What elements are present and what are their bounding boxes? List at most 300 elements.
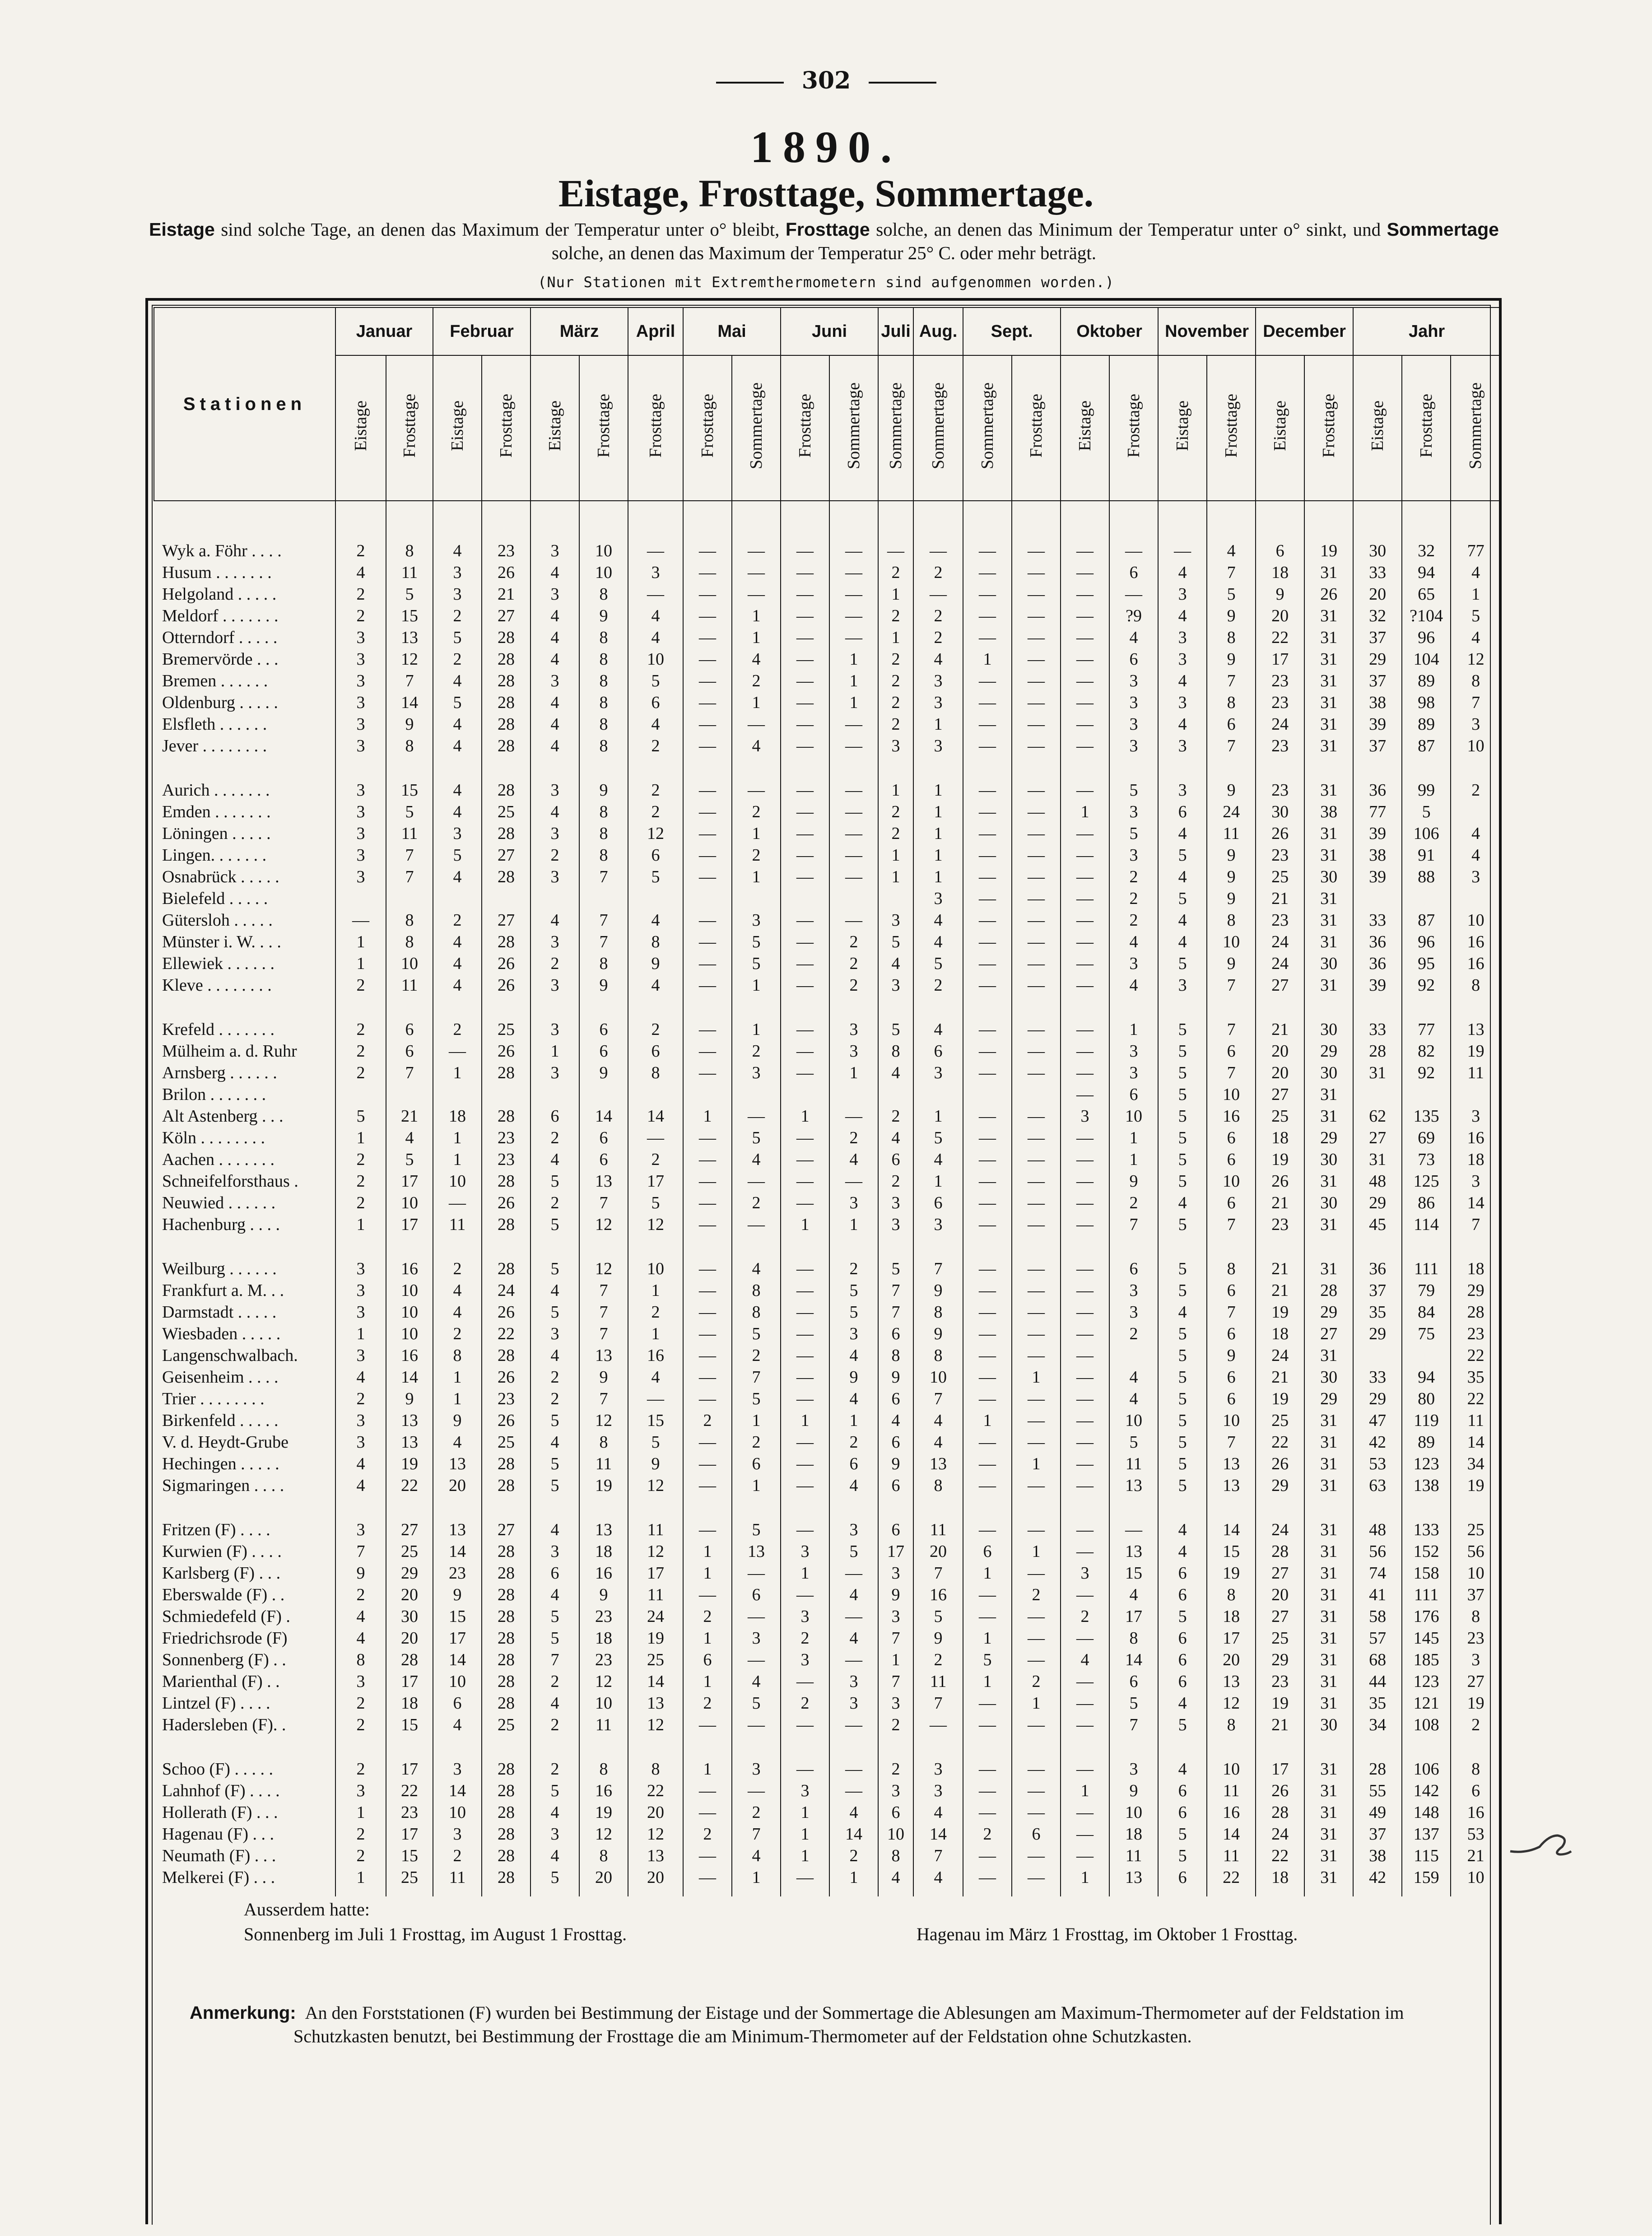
value-cell: 30 [1304, 1714, 1353, 1736]
value-cell [628, 888, 683, 909]
value-cell: — [963, 1692, 1012, 1714]
value-cell: 3 [531, 1541, 579, 1562]
value-cell: 21 [1256, 1258, 1304, 1280]
value-cell: 5 [732, 1323, 781, 1345]
value-cell: 19 [579, 1475, 628, 1496]
value-cell: 8 [1451, 974, 1500, 996]
value-cell: 3 [335, 866, 386, 888]
value-cell: 24 [1256, 1519, 1304, 1541]
value-cell: 38 [1353, 692, 1402, 713]
station-name: Osnabrück . . . . . [162, 867, 279, 886]
value-cell: 2 [531, 1127, 579, 1149]
value-cell: 3 [335, 692, 386, 713]
value-cell: 31 [1304, 1105, 1353, 1127]
value-cell: 2 [335, 974, 386, 996]
value-cell: — [1012, 1345, 1061, 1366]
station-name: Bielefeld . . . . . [162, 889, 268, 908]
value-cell: — [963, 1127, 1012, 1149]
value-cell: 18 [1256, 1867, 1304, 1888]
value-cell: 5 [386, 583, 433, 605]
value-cell: 3 [335, 670, 386, 692]
value-cell: 4 [1158, 1192, 1207, 1214]
value-cell: — [781, 670, 829, 692]
value-cell: 2 [433, 1845, 482, 1867]
month-header: Januar [335, 307, 433, 355]
value-cell: 5 [963, 1649, 1012, 1671]
value-cell: 94 [1402, 1366, 1451, 1388]
value-cell: 31 [1304, 1431, 1353, 1453]
value-cell: 91 [1402, 844, 1451, 866]
value-cell: — [1061, 1714, 1109, 1736]
value-cell: 31 [1304, 974, 1353, 996]
subcolumn-header [1061, 355, 1109, 501]
value-cell: — [1061, 1453, 1109, 1475]
value-cell: — [781, 1062, 829, 1084]
value-cell: 15 [433, 1606, 482, 1627]
value-cell: 4 [732, 648, 781, 670]
value-cell: 1 [732, 1410, 781, 1431]
value-cell: 27 [482, 844, 531, 866]
value-cell [732, 888, 781, 909]
value-cell: 3 [829, 1519, 878, 1541]
separator-cell [683, 757, 732, 779]
value-cell: 2 [335, 1714, 386, 1736]
value-cell: 12 [579, 1671, 628, 1692]
separator-cell [628, 501, 683, 540]
value-cell: 4 [335, 1366, 386, 1388]
value-cell: 4 [829, 1149, 878, 1170]
value-cell: — [963, 735, 1012, 757]
value-cell: 2 [531, 1192, 579, 1214]
value-cell: 4 [1158, 931, 1207, 953]
separator-cell [1207, 1736, 1256, 1758]
separator-cell [433, 996, 482, 1019]
value-cell: 4 [433, 1280, 482, 1301]
value-cell: 13 [1207, 1453, 1256, 1475]
value-cell: 15 [1207, 1541, 1256, 1562]
value-cell: 31 [1304, 1758, 1353, 1780]
separator-cell [1158, 1235, 1207, 1258]
value-cell: 33 [1353, 1366, 1402, 1388]
value-cell: 31 [1304, 562, 1353, 583]
table-row [154, 953, 1500, 974]
value-cell: 4 [1158, 909, 1207, 931]
value-cell: 2 [1451, 1714, 1500, 1736]
separator-cell [683, 1736, 732, 1758]
value-cell: 13 [628, 1692, 683, 1714]
value-cell: — [963, 1366, 1012, 1388]
value-cell: 4 [913, 909, 963, 931]
value-cell: 37 [1353, 627, 1402, 648]
value-cell: 30 [1256, 801, 1304, 823]
subcolumn-label: Sommertage [929, 382, 948, 470]
value-cell: 14 [433, 1541, 482, 1562]
value-cell: 6 [878, 1519, 913, 1541]
anmerkung-label: Anmerkung: [190, 2003, 296, 2023]
value-cell: 3 [335, 1780, 386, 1802]
value-cell: 88 [1402, 866, 1451, 888]
value-cell: 6 [1256, 540, 1304, 562]
value-cell: — [963, 1105, 1012, 1127]
value-cell: — [683, 1431, 732, 1453]
value-cell: 176 [1402, 1606, 1451, 1627]
value-cell: 12 [628, 1214, 683, 1235]
value-cell: 3 [913, 1780, 963, 1802]
table-row [154, 1780, 1500, 1802]
value-cell: 25 [1256, 1105, 1304, 1127]
station-name: Sigmaringen . . . . [162, 1476, 284, 1495]
value-cell: 16 [628, 1345, 683, 1366]
value-cell: — [1061, 888, 1109, 909]
value-cell: 5 [1158, 1214, 1207, 1235]
value-cell: 4 [732, 1149, 781, 1170]
separator-cell [1012, 996, 1061, 1019]
value-cell: 30 [1304, 1366, 1353, 1388]
value-cell: 1 [913, 866, 963, 888]
subcolumn-header [335, 355, 386, 501]
separator-cell [386, 1235, 433, 1258]
value-cell: 7 [531, 1649, 579, 1671]
value-cell: — [1061, 1692, 1109, 1714]
value-cell: 4 [531, 1692, 579, 1714]
value-cell: — [963, 540, 1012, 562]
value-cell: 17 [386, 1758, 433, 1780]
value-cell: 10 [579, 540, 628, 562]
value-cell: — [963, 1019, 1012, 1040]
table-row [154, 1453, 1500, 1475]
value-cell: 1 [829, 692, 878, 713]
value-cell: 2 [433, 1258, 482, 1280]
value-cell: 14 [386, 692, 433, 713]
value-cell: 6 [1207, 1127, 1256, 1149]
value-cell: — [781, 1149, 829, 1170]
value-cell: 62 [1353, 1105, 1402, 1127]
value-cell: 8 [628, 931, 683, 953]
value-cell: 19 [1207, 1562, 1256, 1584]
subcolumn-label: Frosttage [400, 394, 419, 458]
value-cell: 8 [878, 1345, 913, 1366]
year-heading: 1890. [750, 122, 902, 172]
value-cell: 6 [878, 1323, 913, 1345]
value-cell: 5 [1158, 1258, 1207, 1280]
value-cell: 6 [829, 1453, 878, 1475]
value-cell: 4 [531, 735, 579, 757]
value-cell: — [1061, 909, 1109, 931]
separator-cell [531, 1496, 579, 1519]
value-cell: 31 [1304, 888, 1353, 909]
separator-cell [1158, 996, 1207, 1019]
separator-cell [829, 1736, 878, 1758]
value-cell: 3 [335, 1431, 386, 1453]
value-cell: 31 [1304, 1845, 1353, 1867]
value-cell: 4 [829, 1802, 878, 1823]
value-cell: 20 [579, 1867, 628, 1888]
value-cell: — [963, 1192, 1012, 1214]
value-cell: — [781, 648, 829, 670]
value-cell: — [1012, 866, 1061, 888]
value-cell: — [963, 1323, 1012, 1345]
value-cell: 1 [683, 1541, 732, 1562]
value-cell: — [963, 1388, 1012, 1410]
value-cell: 5 [1158, 1714, 1207, 1736]
subcolumn-label: Frosttage [1124, 394, 1144, 458]
value-cell: 3 [433, 1823, 482, 1845]
separator-cell [1109, 1235, 1158, 1258]
value-cell: 34 [1451, 1453, 1500, 1475]
value-cell: 1 [1061, 801, 1109, 823]
separator-cell [1109, 1888, 1158, 1896]
value-cell: 6 [579, 1040, 628, 1062]
value-cell: — [963, 844, 1012, 866]
value-cell [913, 1084, 963, 1105]
separator-cell [1207, 1888, 1256, 1896]
value-cell: ?104 [1402, 605, 1451, 627]
value-cell: — [1012, 1105, 1061, 1127]
value-cell: 1 [1012, 1692, 1061, 1714]
value-cell: 24 [1256, 1345, 1304, 1366]
separator-cell [1158, 757, 1207, 779]
value-cell: 32 [1402, 540, 1451, 562]
value-cell: 29 [1256, 1649, 1304, 1671]
value-cell: — [1012, 953, 1061, 974]
subcolumn-label: Frosttage [646, 394, 665, 458]
value-cell: — [683, 562, 732, 583]
value-cell: 92 [1402, 1062, 1451, 1084]
separator-cell [482, 1496, 531, 1519]
value-cell: — [683, 974, 732, 996]
value-cell: 2 [531, 844, 579, 866]
value-cell: 2 [732, 844, 781, 866]
value-cell: 7 [386, 866, 433, 888]
value-cell: 5 [1109, 1431, 1158, 1453]
separator-cell [628, 1235, 683, 1258]
separator-cell [386, 1496, 433, 1519]
value-cell: 2 [878, 823, 913, 844]
station-name: Frankfurt a. M. . . [162, 1281, 284, 1300]
value-cell: 48 [1353, 1170, 1402, 1192]
value-cell: 6 [386, 1019, 433, 1040]
value-cell: 10 [628, 1258, 683, 1280]
value-cell: — [963, 1475, 1012, 1496]
value-cell: — [683, 1170, 732, 1192]
separator-cell [1402, 757, 1451, 779]
subcolumn-label: Sommertage [978, 382, 997, 470]
value-cell: 9 [829, 1366, 878, 1388]
value-cell: 4 [913, 1431, 963, 1453]
value-cell: 6 [628, 844, 683, 866]
value-cell: 7 [878, 1671, 913, 1692]
value-cell: 5 [878, 1019, 913, 1040]
separator-cell [1158, 501, 1207, 540]
station-name: Gütersloh . . . . . [162, 911, 273, 930]
value-cell: — [1061, 1062, 1109, 1084]
value-cell: 1 [732, 1019, 781, 1040]
value-cell: 10 [386, 1192, 433, 1214]
value-cell: — [963, 670, 1012, 692]
separator-cell [1061, 996, 1109, 1019]
table-row [154, 1323, 1500, 1345]
value-cell: 25 [482, 1019, 531, 1040]
subcolumn-header [1304, 355, 1353, 501]
value-cell: 8 [579, 844, 628, 866]
value-cell: 3 [335, 1301, 386, 1323]
value-cell: 4 [433, 931, 482, 953]
value-cell: 6 [878, 1475, 913, 1496]
value-cell: 3 [913, 670, 963, 692]
value-cell: 16 [579, 1780, 628, 1802]
value-cell: 4 [829, 1627, 878, 1649]
value-cell: 5 [1109, 1692, 1158, 1714]
value-cell: 4 [433, 713, 482, 735]
value-cell: — [963, 605, 1012, 627]
value-cell: 31 [1304, 1345, 1353, 1366]
separator-cell [1256, 1888, 1304, 1896]
value-cell: 28 [482, 1802, 531, 1823]
value-cell: 1 [913, 1170, 963, 1192]
value-cell: 14 [386, 1366, 433, 1388]
value-cell: 1 [781, 1214, 829, 1235]
value-cell: — [683, 823, 732, 844]
value-cell: 1 [732, 1475, 781, 1496]
value-cell [829, 1084, 878, 1105]
value-cell: 7 [1207, 974, 1256, 996]
value-cell: — [1061, 627, 1109, 648]
value-cell: 5 [913, 1127, 963, 1149]
separator-cell [732, 1235, 781, 1258]
value-cell: 5 [732, 931, 781, 953]
value-cell: — [1012, 648, 1061, 670]
value-cell: 22 [1451, 1388, 1500, 1410]
value-cell: 9 [335, 1562, 386, 1584]
separator-cell [1402, 1235, 1451, 1258]
value-cell: 3 [531, 540, 579, 562]
value-cell: 1 [1109, 1149, 1158, 1170]
value-cell: 152 [1402, 1541, 1451, 1562]
value-cell: — [1012, 1410, 1061, 1431]
value-cell: — [829, 1649, 878, 1671]
subcolumn-header [1109, 355, 1158, 501]
value-cell: 31 [1304, 670, 1353, 692]
value-cell: 38 [1304, 801, 1353, 823]
value-cell: — [781, 1280, 829, 1301]
value-cell: 2 [1109, 1192, 1158, 1214]
value-cell: 31 [1353, 1062, 1402, 1084]
value-cell: 4 [829, 1584, 878, 1606]
separator-cell [913, 1888, 963, 1896]
separator-cell [1451, 501, 1500, 540]
station-name: Lingen. . . . . . . [162, 846, 267, 865]
value-cell: 4 [878, 1410, 913, 1431]
value-cell: 1 [781, 1562, 829, 1584]
value-cell: 8 [913, 1301, 963, 1323]
value-cell: — [963, 713, 1012, 735]
value-cell: 5 [1158, 1084, 1207, 1105]
separator-cell [878, 1736, 913, 1758]
value-cell: 68 [1353, 1649, 1402, 1671]
value-cell: 25 [628, 1649, 683, 1671]
separator-cell [1451, 1235, 1500, 1258]
separator-cell [386, 757, 433, 779]
value-cell: 3 [913, 692, 963, 713]
value-cell: 25 [482, 801, 531, 823]
value-cell: 5 [433, 844, 482, 866]
value-cell: 6 [579, 1127, 628, 1149]
value-cell: 3 [732, 1627, 781, 1649]
table-row [154, 1475, 1500, 1496]
value-cell: 145 [1402, 1627, 1451, 1649]
value-cell: 24 [1256, 713, 1304, 735]
value-cell: 84 [1402, 1301, 1451, 1323]
value-cell: 23 [1256, 1214, 1304, 1235]
value-cell: 18 [1451, 1149, 1500, 1170]
value-cell: — [781, 931, 829, 953]
separator-cell [1256, 501, 1304, 540]
value-cell: 1 [433, 1149, 482, 1170]
value-cell: 4 [531, 909, 579, 931]
station-name: Mülheim a. d. Ruhr [162, 1042, 297, 1061]
value-cell: — [781, 605, 829, 627]
value-cell: 15 [386, 1714, 433, 1736]
subcolumn-label: Frosttage [698, 394, 717, 458]
value-cell: 2 [531, 1758, 579, 1780]
station-name: V. d. Heydt-Grube [162, 1433, 289, 1452]
value-cell: — [829, 1562, 878, 1584]
value-cell: 1 [878, 583, 913, 605]
value-cell: — [829, 1780, 878, 1802]
value-cell: 1 [878, 627, 913, 648]
separator-cell [732, 1888, 781, 1896]
value-cell: 8 [579, 627, 628, 648]
value-cell: 9 [628, 953, 683, 974]
separator-cell [1012, 1736, 1061, 1758]
value-cell: 9 [579, 1584, 628, 1606]
value-cell: 8 [335, 1649, 386, 1671]
value-cell: — [683, 1192, 732, 1214]
page-title: Eistage, Frosttage, Sommertage. [558, 172, 1094, 215]
value-cell: 1 [1451, 583, 1500, 605]
value-cell: 10 [1109, 1802, 1158, 1823]
table-row [154, 1105, 1500, 1127]
value-cell: 3 [913, 735, 963, 757]
separator-cell [579, 1496, 628, 1519]
value-cell: 29 [386, 1562, 433, 1584]
value-cell: 4 [913, 1410, 963, 1431]
value-cell: — [1012, 1388, 1061, 1410]
value-cell: 31 [1304, 1867, 1353, 1888]
value-cell: 5 [531, 1453, 579, 1475]
value-cell: 5 [1451, 605, 1500, 627]
station-name: Birkenfeld . . . . . [162, 1411, 279, 1430]
value-cell: 4 [531, 1431, 579, 1453]
value-cell: 22 [628, 1780, 683, 1802]
value-cell: 4 [1158, 1301, 1207, 1323]
value-cell: 22 [1256, 1431, 1304, 1453]
value-cell: 4 [913, 1149, 963, 1170]
value-cell: 95 [1402, 953, 1451, 974]
subcolumn-header [1353, 355, 1402, 501]
value-cell [433, 888, 482, 909]
value-cell: 5 [1158, 953, 1207, 974]
value-cell: 17 [1207, 1627, 1256, 1649]
value-cell: 2 [1109, 1323, 1158, 1345]
value-cell: — [433, 1192, 482, 1214]
value-cell: 5 [1207, 583, 1256, 605]
value-cell: 27 [1256, 1562, 1304, 1584]
value-cell: 29 [1304, 1388, 1353, 1410]
station-name: Wiesbaden . . . . . [162, 1324, 281, 1343]
value-cell: — [683, 1040, 732, 1062]
value-cell: 6 [1207, 1388, 1256, 1410]
